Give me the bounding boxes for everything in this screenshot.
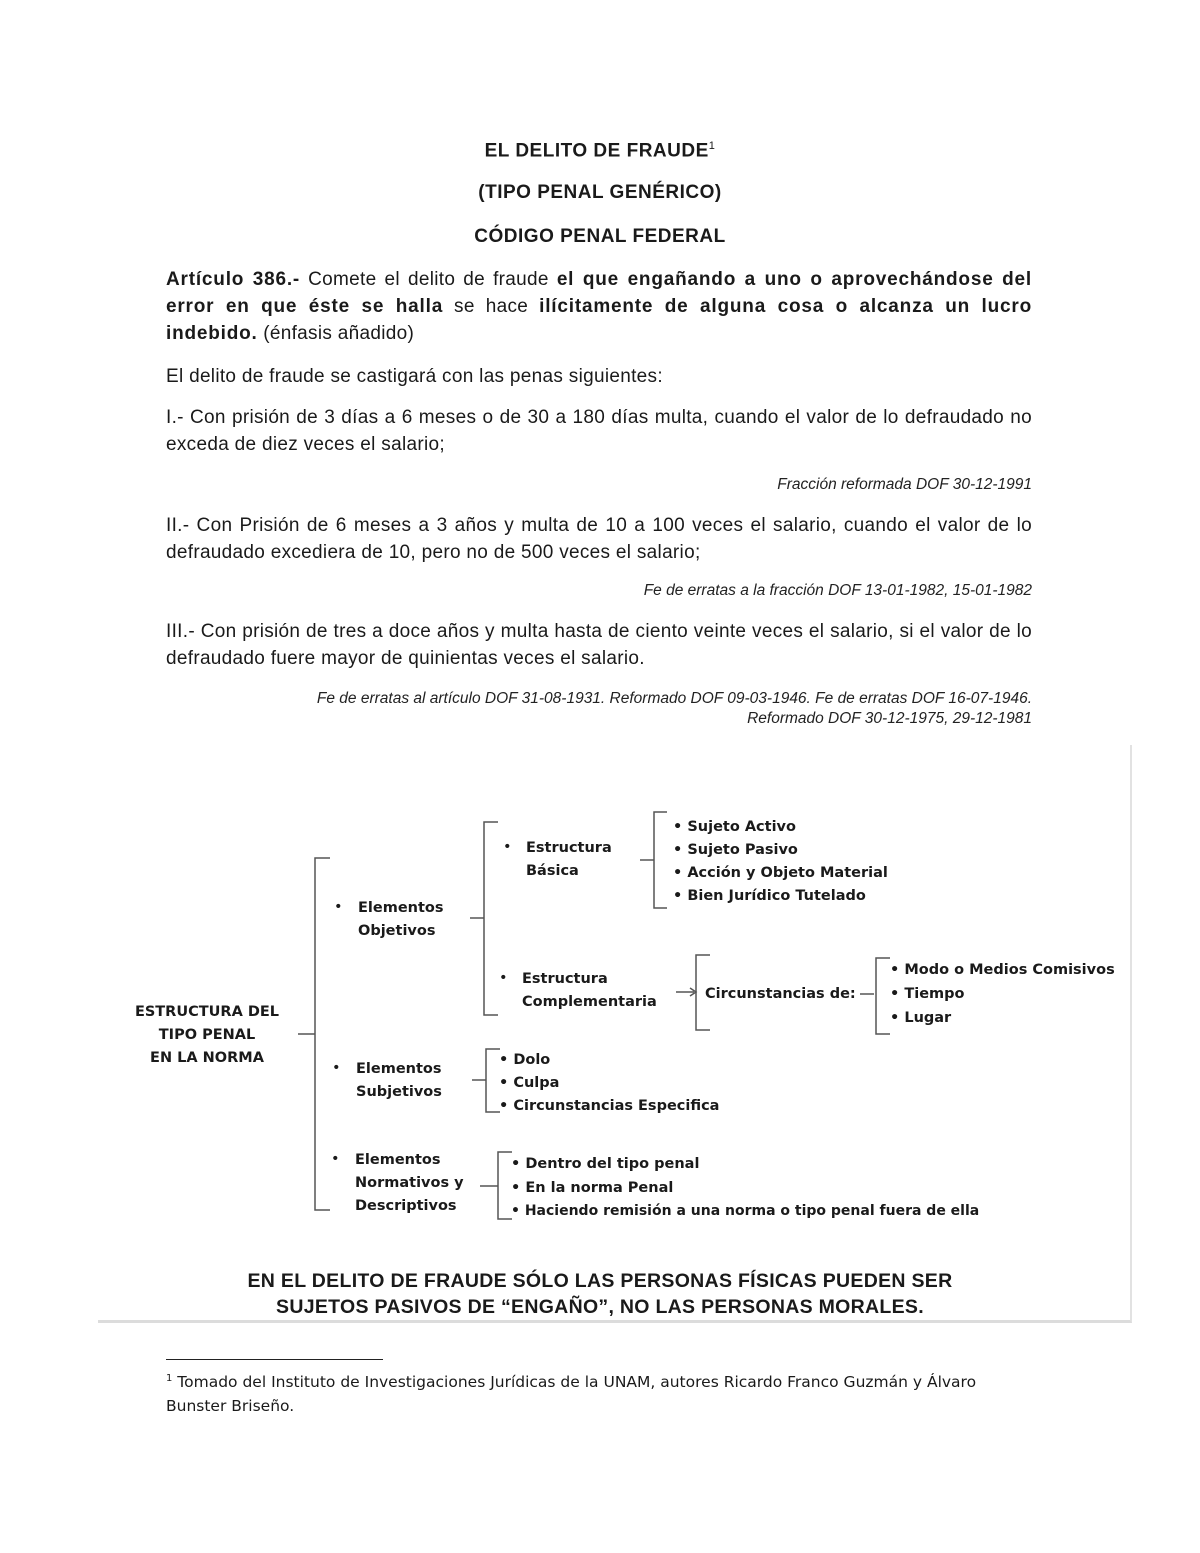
- basica-brace: [654, 812, 667, 908]
- basica-label-2: Básica: [526, 863, 579, 879]
- item-text: Dentro del tipo penal: [525, 1156, 700, 1172]
- circunstancias-items-brace: [876, 958, 890, 1034]
- normativo-item: • Dentro del tipo penal: [511, 1156, 700, 1172]
- article-text: se hace: [443, 296, 540, 317]
- basica-item: • Sujeto Activo: [673, 819, 796, 835]
- objetivos-label-2: Objetivos: [358, 923, 436, 939]
- basica-item: • Bien Jurídico Tutelado: [673, 888, 866, 904]
- item-text: Culpa: [513, 1075, 560, 1091]
- subjetivos-label-1: Elementos: [356, 1061, 442, 1077]
- item-text: Bien Jurídico Tutelado: [687, 888, 866, 904]
- fraction-i: I.- Con prisión de 3 días a 6 meses o de 30 a 180 días multa, cuando el valor de lo defraudado no exceda de diez veces el salario;: [166, 407, 1032, 455]
- bullet: •: [334, 899, 343, 915]
- root-line-3: EN LA NORMA: [150, 1050, 264, 1066]
- penalties-intro: El delito de fraude se castigará con las penas siguientes:: [166, 366, 663, 387]
- circunstancia-item: • Modo o Medios Comisivos: [890, 962, 1115, 978]
- complementaria-label-1: Estructura: [522, 971, 608, 987]
- bullet: •: [503, 839, 512, 855]
- fraction-ii: II.- Con Prisión de 6 meses a 3 años y multa de 10 a 100 veces el salario, cuando el valor de lo defraudado excediera de 10, pero no de 500 veces el salario;: [166, 515, 1032, 563]
- root-line-1: ESTRUCTURA DEL: [134, 1004, 280, 1020]
- article-emphasis: el que engañando a uno o aprovechándose del error en que éste se halla: [166, 269, 1032, 317]
- item-text: En la norma Penal: [525, 1180, 674, 1196]
- fraction-i-note: Fracción reformada DOF 30-12-1991: [777, 476, 1032, 493]
- title-text: EL DELITO DE FRAUDE: [484, 140, 709, 162]
- bullet: •: [332, 1060, 341, 1076]
- footnote: [166, 1367, 1026, 1418]
- basica-item: • Acción y Objeto Material: [673, 865, 888, 881]
- basica-label-1: Estructura: [526, 840, 612, 856]
- normativo-item: • En la norma Penal: [511, 1180, 674, 1196]
- item-text: Acción y Objeto Material: [687, 865, 888, 881]
- normativos-label-3: Descriptivos: [355, 1198, 457, 1214]
- item-text: Sujeto Activo: [687, 819, 796, 835]
- circunstancia-item: • Lugar: [890, 1010, 952, 1026]
- item-text: Haciendo remisión a una norma o tipo penal fuera de ella: [524, 1203, 980, 1219]
- fraction-iii: III.- Con prisión de tres a doce años y multa hasta de ciento veinte veces el salario, si el valor de lo defraudado fuere mayor de quinientas veces el salario.: [166, 621, 1032, 669]
- fraction-ii-note: Fe de erratas a la fracción DOF 13-01-1982, 15-01-1982: [643, 582, 1032, 599]
- fraction-iii-note-2: Reformado DOF 30-12-1975, 29-12-1981: [747, 710, 1032, 727]
- item-text: Sujeto Pasivo: [687, 842, 798, 858]
- complementaria-label-2: Complementaria: [522, 994, 657, 1010]
- normativo-item: • Haciendo remisión a una norma o tipo penal fuera de ella: [511, 1203, 980, 1219]
- basica-item: • Sujeto Pasivo: [673, 842, 798, 858]
- root-brace: [315, 858, 330, 1210]
- article-emphasis: ilícitamente de alguna cosa o alcanza un lucro indebido.: [166, 296, 1032, 344]
- subjetivos-brace: [486, 1049, 500, 1112]
- normativos-label-2: Normativos y: [355, 1175, 464, 1191]
- bullet: •: [499, 970, 508, 986]
- subjetivos-label-2: Subjetivos: [356, 1084, 442, 1100]
- article-text: Comete el delito de fraude: [300, 269, 557, 290]
- document-subtitle: (TIPO PENAL GENÉRICO): [478, 182, 722, 203]
- code-heading: CÓDIGO PENAL FEDERAL: [474, 226, 726, 247]
- circunstancia-item: • Tiempo: [890, 986, 965, 1002]
- subjetivo-item: • Circunstancias Especifica: [499, 1098, 720, 1114]
- item-text: Lugar: [904, 1010, 952, 1026]
- circunstancias-label: Circunstancias de:: [705, 986, 856, 1002]
- footnote-mark: 1: [166, 1373, 173, 1384]
- closing-line-1: EN EL DELITO DE FRAUDE SÓLO LAS PERSONAS FÍSICAS PUEDEN SER: [247, 1270, 953, 1292]
- objetivos-label-1: Elementos: [358, 900, 444, 916]
- fraction-iii-note-1: Fe de erratas al artículo DOF 31-08-1931. Reformado DOF 09-03-1946. Fe de erratas DOF 16-07-1946.: [316, 690, 1032, 707]
- objetivos-brace: [484, 822, 498, 1015]
- item-text: Dolo: [513, 1052, 551, 1068]
- closing-line-2: SUJETOS PASIVOS DE “ENGAÑO”, NO LAS PERSONAS MORALES.: [276, 1296, 924, 1318]
- article-number: Artículo 386.-: [166, 269, 301, 290]
- subjetivo-item: • Culpa: [499, 1075, 560, 1091]
- item-text: Circunstancias Especifica: [513, 1098, 720, 1114]
- root-line-2: TIPO PENAL: [158, 1027, 256, 1043]
- normativos-label-1: Elementos: [355, 1152, 441, 1168]
- footnote-reference: 1: [708, 140, 716, 152]
- item-text: Tiempo: [904, 986, 965, 1002]
- subjetivo-item: • Dolo: [499, 1052, 551, 1068]
- footnote-separator: [166, 1359, 383, 1360]
- normativos-brace: [498, 1152, 512, 1219]
- item-text: Modo o Medios Comisivos: [904, 962, 1115, 978]
- bullet: •: [331, 1151, 340, 1167]
- footnote-text: Tomado del Instituto de Investigaciones Jurídicas de la UNAM, autores Ricardo Franco Guzmán y Álvaro Bunster Briseño.: [166, 1373, 977, 1416]
- emphasis-note: (énfasis añadido): [257, 323, 415, 344]
